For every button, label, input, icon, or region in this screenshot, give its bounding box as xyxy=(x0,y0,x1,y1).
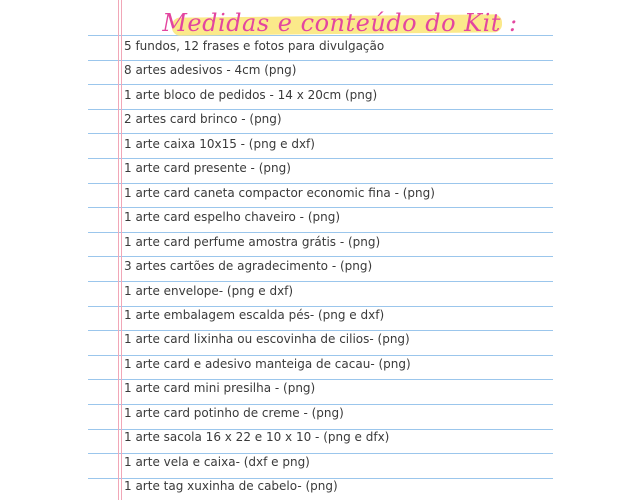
list-item: 1 arte embalagem escalda pés- (png e dxf) xyxy=(124,308,385,322)
list-item: 1 arte card presente - (png) xyxy=(124,161,291,175)
title-block xyxy=(160,6,520,40)
list-item: 1 arte sacola 16 x 22 e 10 x 10 - (png e dfx) xyxy=(124,430,390,444)
list-item: 1 arte card caneta compactor economic fina - (png) xyxy=(124,186,435,200)
list-item: 8 artes adesivos - 4cm (png) xyxy=(124,63,297,77)
margin-line-right xyxy=(121,0,122,500)
list-item: 1 arte envelope- (png e dxf) xyxy=(124,284,294,298)
list-item: 5 fundos, 12 frases e fotos para divulgação xyxy=(124,39,385,53)
list-item: 1 arte card potinho de creme - (png) xyxy=(124,406,344,420)
list-item: 1 arte bloco de pedidos - 14 x 20cm (png) xyxy=(124,88,378,102)
list-item: 1 arte tag xuxinha de cabelo- (png) xyxy=(124,479,338,493)
ruled-line xyxy=(88,84,553,85)
list-item: 1 arte vela e caixa- (dxf e png) xyxy=(124,455,310,469)
margin-line-left xyxy=(118,0,119,500)
list-item: 1 arte caixa 10x15 - (png e dxf) xyxy=(124,137,315,151)
list-item: 3 artes cartões de agradecimento - (png) xyxy=(124,259,373,273)
list-item: 1 arte card perfume amostra grátis - (png) xyxy=(124,235,381,249)
list-item: 1 arte card e adesivo manteiga de cacau- (png) xyxy=(124,357,411,371)
page-title: Medidas e conteúdo do Kit : xyxy=(162,9,518,37)
ruled-line xyxy=(88,133,553,134)
list-item: 1 arte card lixinha ou escovinha de cilios- (png) xyxy=(124,332,410,346)
list-item: 1 arte card espelho chaveiro - (png) xyxy=(124,210,341,224)
list-item: 2 artes card brinco - (png) xyxy=(124,112,282,126)
list-item: 1 arte card mini presilha - (png) xyxy=(124,381,316,395)
